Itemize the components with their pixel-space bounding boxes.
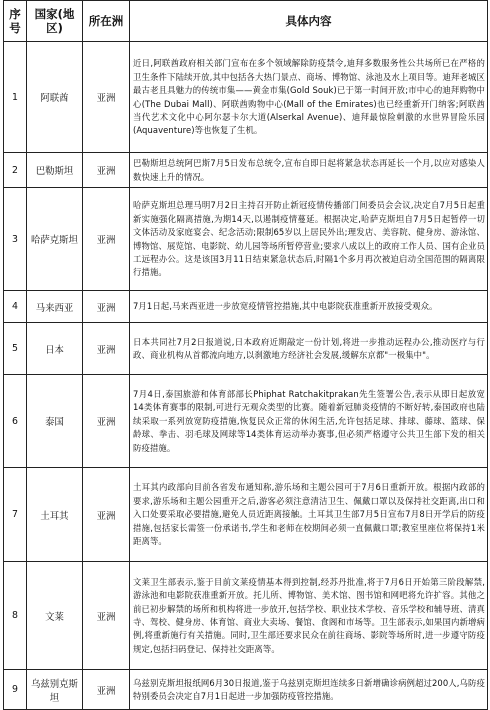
row-no: 3 [4,188,27,291]
row-region: 亚洲 [83,153,130,188]
header-content: 具体内容 [130,1,488,42]
row-content: 日本共同社7月2日报道说,日本政府近期敲定一份计划,将进一步推动远程办公,推动医疗与行政、商业机构从首都流向地方,以刹激地方经济社会发展,缓解东京都"一极集中"。 [130,323,488,375]
row-country: 日本 [27,323,83,375]
row-no: 5 [4,323,27,375]
row-region: 亚洲 [83,670,130,710]
row-region: 亚洲 [83,42,130,153]
row-country: 泰国 [27,375,83,468]
row-region: 亚洲 [83,375,130,468]
table-row [4,42,488,153]
header-country: 国家(地区) [27,1,83,42]
row-region: 亚洲 [83,188,130,291]
info-table [3,0,488,710]
row-region: 亚洲 [83,291,130,323]
row-content: 文莱卫生部表示,鉴于目前文莱疫情基本得到控制,经苏丹批准,将于7月6日开始第三阶段解禁,游泳池和电影院获准重新开放。托儿所、博物馆、美术馆、图书馆和网吧将允许扩容。其他之前已初步解禁的场所和机构将进一步放开,包括学校、职业技术学校、音乐学校和辅导班、清真寺、驾校、健身房、体育馆、商业大卖场、餐馆、食阁和市场等。卫生部表示,如果国内新增病例,将重新施行有关措施。同时,卫生部还要求民众在前往商场、影院等场所时,进一步遵守防疫规定,包括扫码登记、保持社交距离等。 [130,562,488,670]
row-region: 亚洲 [83,562,130,670]
row-country: 哈萨克斯坦 [27,188,83,291]
table-row [4,670,488,710]
table-header [4,1,488,42]
row-no: 7 [4,468,27,562]
header-no: 序号 [4,1,27,42]
row-content: 7月4日,泰国旅游和体育部部长Phiphat Ratchakitprakan先生签署公告,表示从即日起放宽14类体育赛事的限制,可进行无观众类型的比赛。随着新冠肺炎疫情的不断好转,泰国政府也陆续采取一系列放宽防疫措施,恢复民众正常的休闲生活,允许包括足球、排球、藤球、篮球、保龄球、拳击、羽毛球及网球等14类体育运动举办赛事,但必须严格遵守公共卫生部下发的相关防疫措施。 [130,375,488,468]
row-no: 8 [4,562,27,670]
row-no: 1 [4,42,27,153]
table-row [4,323,488,375]
row-content: 7月1日起,马来西亚进一步放宽疫情管控措施,其中电影院获准重新开放接受观众。 [130,291,488,323]
table-row [4,468,488,562]
row-content: 巴勒斯坦总统阿巴斯7月5日发布总统令,宣布自即日起将紧急状态再延长一个月,以应对感染人数快速上升的情况。 [130,153,488,188]
row-country: 土耳其 [27,468,83,562]
table-body [4,42,488,710]
row-country: 阿联酋 [27,42,83,153]
row-content: 近日,阿联酋政府相关部门宣布在多个领域解除防疫禁令,迪拜多数服务性公共场所已在严格的卫生条件下陆续开放,其中包括各大热门景点、商场、博物馆、泳池及水上项目等。迪拜老城区最古老且具魅力的传统市集——黄金市集(Gold Souk)已于第一时间开放;市中心的迪拜购物中心(The Dubai Mall)、阿联酋购物中心(Mall of the Emirates)也已经重新开门纳客;阿联酋当代艺术文化中心阿尔瑟卡尔大道(Alserkal Avenue)、迪拜最惊险刺激的水世界冒险乐园(Aquaventure)等也恢复了生机。 [130,42,488,153]
row-content: 乌兹别克斯坦报纸网6月30日报道,鉴于乌兹别克斯坦连续多日新增确诊病例超过200人,乌防疫特别委员会决定自7月1日起进一步加强防疫管控措施。 [130,670,488,710]
table-row [4,153,488,188]
row-no: 6 [4,375,27,468]
row-region: 亚洲 [83,468,130,562]
row-content: 土耳其内政部向目前各省发布通知称,游乐场和主题公园可于7月6日重新开放。根据内政部的要求,游乐场和主题公园重开之后,游客必须注意清洁卫生、佩戴口罩以及保持社交距离,出口和入口处要采取必要措施,避免人员近距离接触。土耳其卫生部7月5日宣布7月8日开学后的防疫措施,包括家长需签一份承诺书,学生和老师在校期间必须一直佩戴口罩;教室里座位将保持1米距离等。 [130,468,488,562]
row-country: 巴勒斯坦 [27,153,83,188]
table-row [4,375,488,468]
row-country: 文莱 [27,562,83,670]
table-row [4,291,488,323]
row-country: 马来西亚 [27,291,83,323]
row-no: 4 [4,291,27,323]
header-region: 所在洲 [83,1,130,42]
row-no: 9 [4,670,27,710]
table-row [4,562,488,670]
row-region: 亚洲 [83,323,130,375]
row-no: 2 [4,153,27,188]
row-country: 乌兹别克斯坦 [27,670,83,710]
row-content: 哈萨克斯坦总理马明7月2日主持召开防止新冠疫情传播部门间委员会会议,决定自7月5日起重新实施强化隔离措施,为期14天,以遏制疫情蔓延。根据决定,哈萨克斯坦自7月5日起暂停一切文体活动及家庭宴会、纪念活动;限制65岁以上居民外出;理发店、美容院、健身房、游泳馆、博物馆、展览馆、电影院、幼儿园等场所暂停营业;要求八成以上的政府工作人员、国有企业员工远程办公。这是该国3月11日结束紧急状态后,时隔1个多月再次被迫启动全国范围的隔离限行措施。 [130,188,488,291]
table-row [4,188,488,291]
